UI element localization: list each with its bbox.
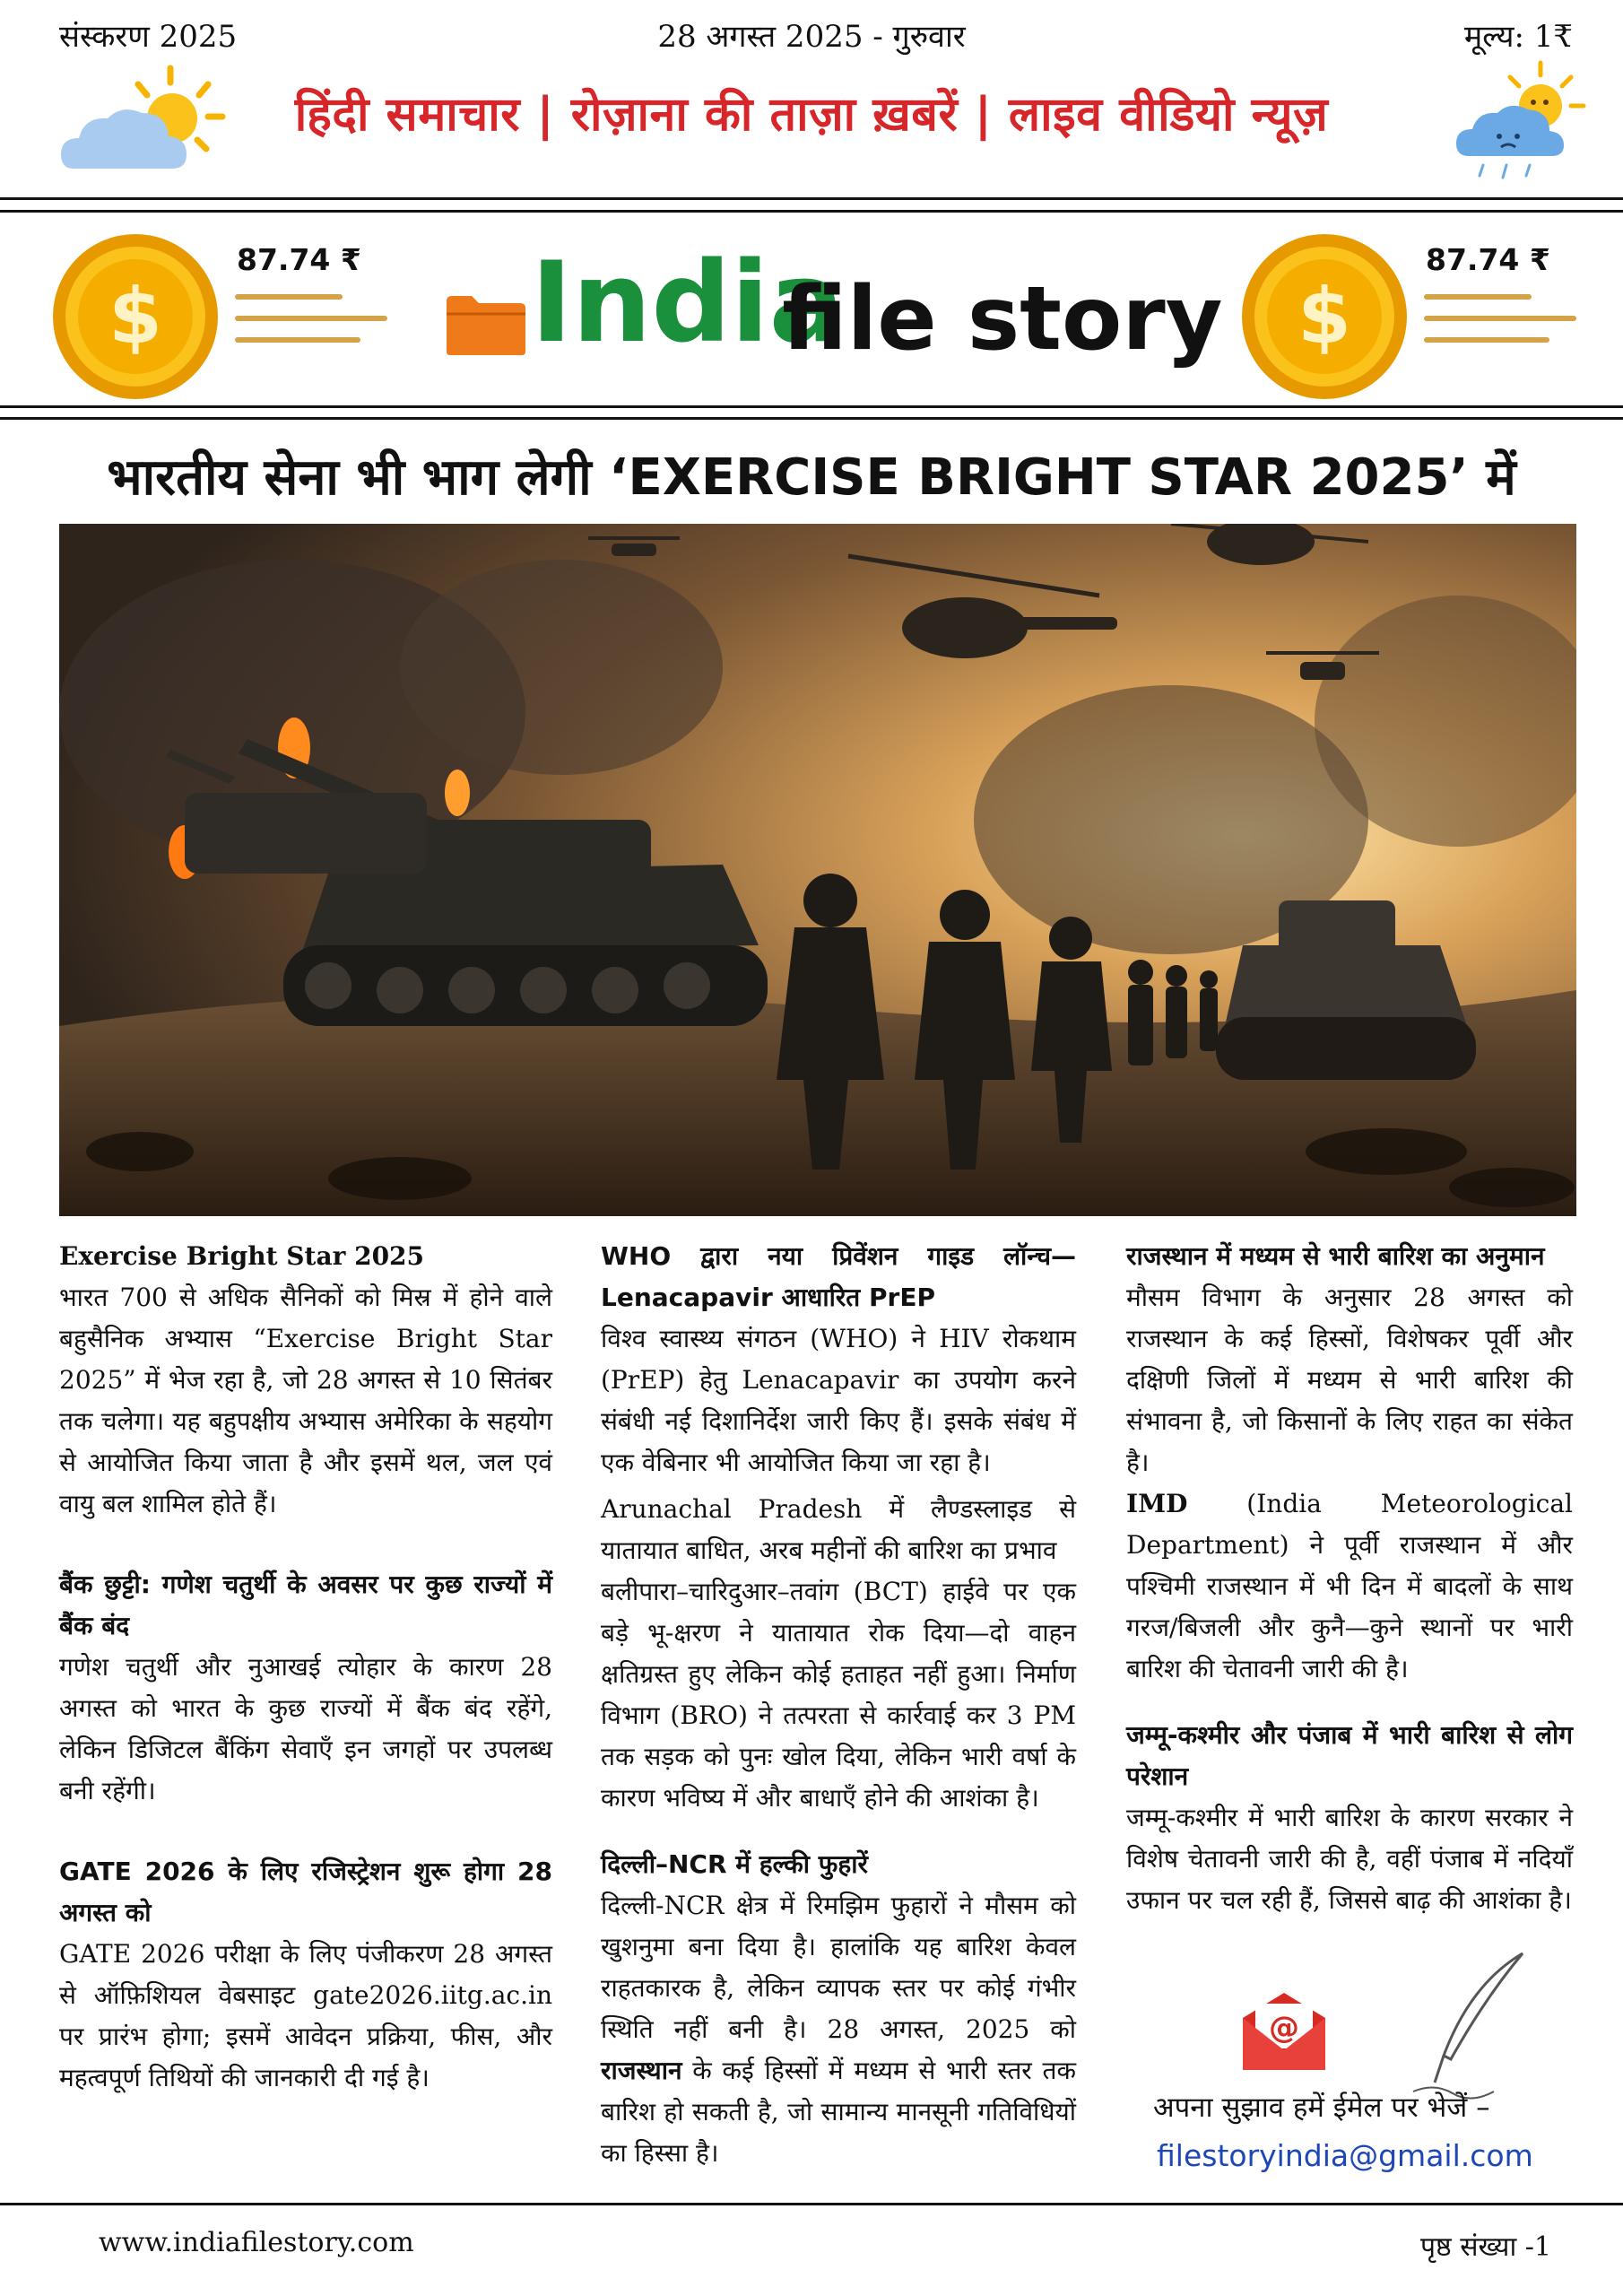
article-body: मौसम विभाग के अनुसार 28 अगस्त को राजस्थान के कई हिस्सों, विशेषकर पूर्वी और दक्षिणी जिलों में मध्यम से भारी बारिश की संभावना है, जो किसानों के लिए राहत का संकेत है। <box>1126 1283 1573 1477</box>
article-title: GATE 2026 के लिए रजिस्ट्रेशन शुरू होगा 28 अगस्त को <box>59 1857 552 1927</box>
logo-india: India <box>531 239 845 368</box>
email-icon <box>1236 1987 1332 2077</box>
svg-text:$: $ <box>108 272 162 361</box>
quill-icon <box>1408 1948 1533 2100</box>
article-title: दिल्ली–NCR में हल्की फुहारें <box>601 1849 868 1879</box>
lead-headline: भारतीय सेना भी भाग लेगी ‘EXERCISE BRIGHT STAR 2025’ में <box>107 448 1516 507</box>
folder-logo-icon <box>445 292 527 357</box>
speed-line <box>235 294 343 300</box>
article-body: भारत 700 से अधिक सैनिकों को मिस्र में होने वाले बहुसैनिक अभ्यास “Exercise Bright Star 2025” में भेज रहा है, जो 28 अगस्त से 10 सितंबर तक चलेगा। यह बहुपक्षीय अभ्यास अमेरिका के सहयोग से आयोजित किया जाता है और इसमें थल, जल एवं वायु बल शामिल होते हैं। <box>59 1283 552 1518</box>
column-2 <box>601 1236 1076 2174</box>
article-body: गणेश चतुर्थी और नुआखई त्योहार के कारण 28 अगस्त को भारत के कुछ राज्यों में बैंक बंद रहेंगे, लेकिन डिजिटल बैंकिंग सेवाएँ इन जगहों पर उपलब्ध बनी रहेंगी। <box>59 1652 552 1805</box>
article-title: Exercise Bright Star 2025 <box>59 1241 425 1271</box>
divider-rule <box>0 210 1623 213</box>
rupee-coin-icon <box>1239 231 1410 402</box>
divider-rule <box>0 417 1623 420</box>
article-body: GATE 2026 परीक्षा के लिए पंजीकरण 28 अगस्त से ऑफ़िशियल वेबसाइट gate2026.iitg.ac.in पर प्रारंभ होगा; इसमें आवेदन प्रक्रिया, फीस, और महत्वपूर्ण तिथियों की जानकारी दी गई है। <box>59 1939 552 2092</box>
speed-line <box>235 316 387 321</box>
article-title: WHO द्वारा नया प्रिवेंशन गाइड लॉन्च— Lenacapavir आधारित PrEP <box>601 1241 1076 1312</box>
exchange-rate-right: 87.74 ₹ <box>1426 242 1550 277</box>
speed-line <box>1424 294 1532 300</box>
tagline: हिंदी समाचार | रोज़ाना की ताज़ा ख़बरें | लाइव वीडियो न्यूज़ <box>294 88 1329 142</box>
edition-label: संस्करण 2025 <box>59 19 238 55</box>
speed-line <box>1424 337 1549 343</box>
column-3 <box>1126 1236 1573 1921</box>
article-title: बैंक छुट्टी: गणेश चतुर्थी के अवसर पर कुछ राज्यों में बैंक बंद <box>59 1570 552 1640</box>
feedback-text: अपना सुझाव हमें ईमेल पर भेजें – <box>1153 2092 1490 2124</box>
divider-rule <box>0 197 1623 200</box>
article-body: जम्मू-कश्मीर में भारी बारिश के कारण सरकार ने विशेष चेतावनी जारी की है, वहीं पंजाब में नदियाँ उफान पर चल रही हैं, जिससे बाढ़ की आशंका है। <box>1126 1803 1573 1915</box>
highlight-rajasthan: राजस्थान <box>601 2056 682 2085</box>
logo-file-story: file story <box>782 268 1223 370</box>
feedback-email-link[interactable]: filestoryindia@gmail.com <box>1157 2138 1533 2173</box>
article-body: IMD (India Meteorological Department) ने पूर्वी राजस्थान में और पश्चिमी राजस्थान में भी दिन में बादलों के साथ गरज/बिजली और कुनै—कुने स्थानों पर भारी बारिश की चेतावनी जारी की है। <box>1126 1489 1573 1683</box>
article-body: दिल्ली-NCR क्षेत्र में रिमझिम फुहारों ने मौसम को खुशनुमा बना दिया है। हालांकि यह बारिश केवल राहतकारक है, लेकिन व्यापक स्तर पर कोई गंभीर स्थिति नहीं बनी है। 28 अगस्त, 2025 को राजस्थान के कई हिस्सों में मध्यम से भारी स्तर तक बारिश हो सकती है, जो सामान्य मानसूनी गतिविधियों का हिस्सा है। <box>601 1891 1076 2168</box>
website-link[interactable]: www.indiafilestory.com <box>99 2227 414 2258</box>
divider-rule <box>0 2203 1623 2205</box>
article-title: जम्मू-कश्मीर और पंजाब में भारी बारिश से लोग परेशान <box>1126 1720 1573 1791</box>
speed-line <box>1424 316 1576 321</box>
article-title: राजस्थान में मध्यम से भारी बारिश का अनुमान <box>1126 1241 1545 1271</box>
issue-date: 28 अगस्त 2025 - गुरुवार <box>657 19 966 55</box>
column-1 <box>59 1236 552 2099</box>
article-body: विश्व स्वास्थ्य संगठन (WHO) ने HIV रोकथाम (PrEP) हेतु Lenacapavir का उपयोग करने संबंधी नई दिशानिर्देश जारी किए हैं। इसके संबंध में एक वेबिनार भी आयोजित किया जा रहा है। <box>601 1324 1076 1477</box>
article-subtitle: Arunachal Pradesh में लैण्डस्लाइड से यातायात बाधित, अरब महीनों की बारिश का प्रभाव <box>601 1494 1076 1565</box>
military-exercise-photo <box>59 524 1576 1216</box>
svg-text:$: $ <box>1298 272 1351 361</box>
svg-text:@: @ <box>1269 2010 1299 2046</box>
rupee-coin-icon <box>50 231 221 402</box>
speed-line <box>235 337 360 343</box>
article-body: बलीपारा–चारिदुआर–तवांग (BCT) हाईवे पर एक बड़े भू-क्षरण ने यातायात रोक दिया—दो वाहन क्षतिग्रस्त हुए लेकिन कोई हताहत नहीं हुआ। निर्माण विभाग (BRO) ने तत्परता से कार्रवाई कर 3 PM तक सड़क को पुनः खोल दिया, लेकिन भारी वर्षा के कारण भविष्य में और बाधाएँ होने की आशंका है। <box>601 1577 1076 1813</box>
divider-rule <box>0 405 1623 408</box>
exchange-rate-left: 87.74 ₹ <box>237 242 361 277</box>
issue-price: मूल्य: 1₹ <box>1463 19 1573 55</box>
page-number: पृष्ठ संख्या -1 <box>1419 2231 1551 2263</box>
rain-cloud-icon <box>1453 59 1587 194</box>
